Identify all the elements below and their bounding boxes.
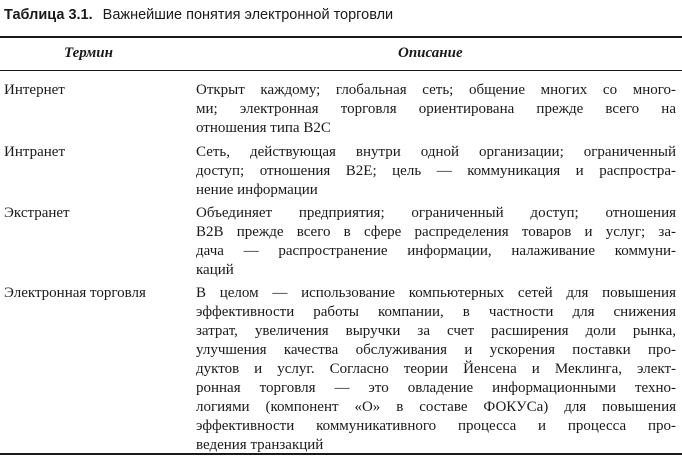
header-rule <box>0 70 682 71</box>
term-internet: Интернет <box>4 82 65 98</box>
description-line: ронная торговля — это овладение информационными техно- <box>196 380 676 396</box>
table-title: Важнейшие понятия электронной торговли <box>102 7 394 23</box>
table-number: Таблица 3.1. <box>4 7 93 23</box>
term-extranet: Экстранет <box>4 205 70 221</box>
description-line: эффективности коммуникативного процесса и процесса про- <box>196 418 676 434</box>
description-line: дуктов и услуг. Согласно теории Йенсена и Меклинга, элект- <box>196 361 676 377</box>
column-header-term: Термин <box>64 45 113 61</box>
column-header-description: Описание <box>398 45 463 61</box>
description-line: ми; электронная торговля ориентирована прежде всего на <box>196 101 676 117</box>
description-line: затрат, увеличения выручки за счет расширения доли рынка, <box>196 323 676 339</box>
top-rule <box>0 36 682 38</box>
description-e-commerce <box>196 284 676 455</box>
description-line: отношения типа B2C <box>196 120 331 136</box>
bottom-rule <box>0 453 682 455</box>
description-line: В целом — использование компьютерных сетей для повышения <box>196 285 676 301</box>
description-line: дача — распространение информации, налаживание коммуни- <box>196 243 676 259</box>
description-line: каций <box>196 262 234 278</box>
description-line: Открыт каждому; глобальная сеть; общение многих со много- <box>196 82 676 98</box>
description-line: нение информации <box>196 182 318 198</box>
description-line: ведения транзакций <box>196 437 324 453</box>
description-intranet <box>196 143 676 200</box>
description-extranet <box>196 204 676 280</box>
description-internet <box>196 81 676 138</box>
description-line: Объединяет предприятия; ограниченный доступ; отношения <box>196 205 676 221</box>
description-line: Сеть, действующая внутри одной организации; ограниченный <box>196 144 676 160</box>
term-intranet: Интранет <box>4 144 65 160</box>
description-line: эффективности работы компании, в частности для снижения <box>196 304 676 320</box>
term-e-commerce: Электронная торговля <box>4 285 146 301</box>
description-line: доступ; отношения B2E; цель — коммуникация и распростра- <box>196 163 676 179</box>
table-caption <box>4 7 393 23</box>
description-line: B2B прежде всего в сфере распределения товаров и услуг; за- <box>196 224 676 240</box>
description-line: логиями (компонент «О» в составе ФОКУСа) для повышения <box>196 399 676 415</box>
description-line: улучшения качества обслуживания и ускорения поставки про- <box>196 342 676 358</box>
